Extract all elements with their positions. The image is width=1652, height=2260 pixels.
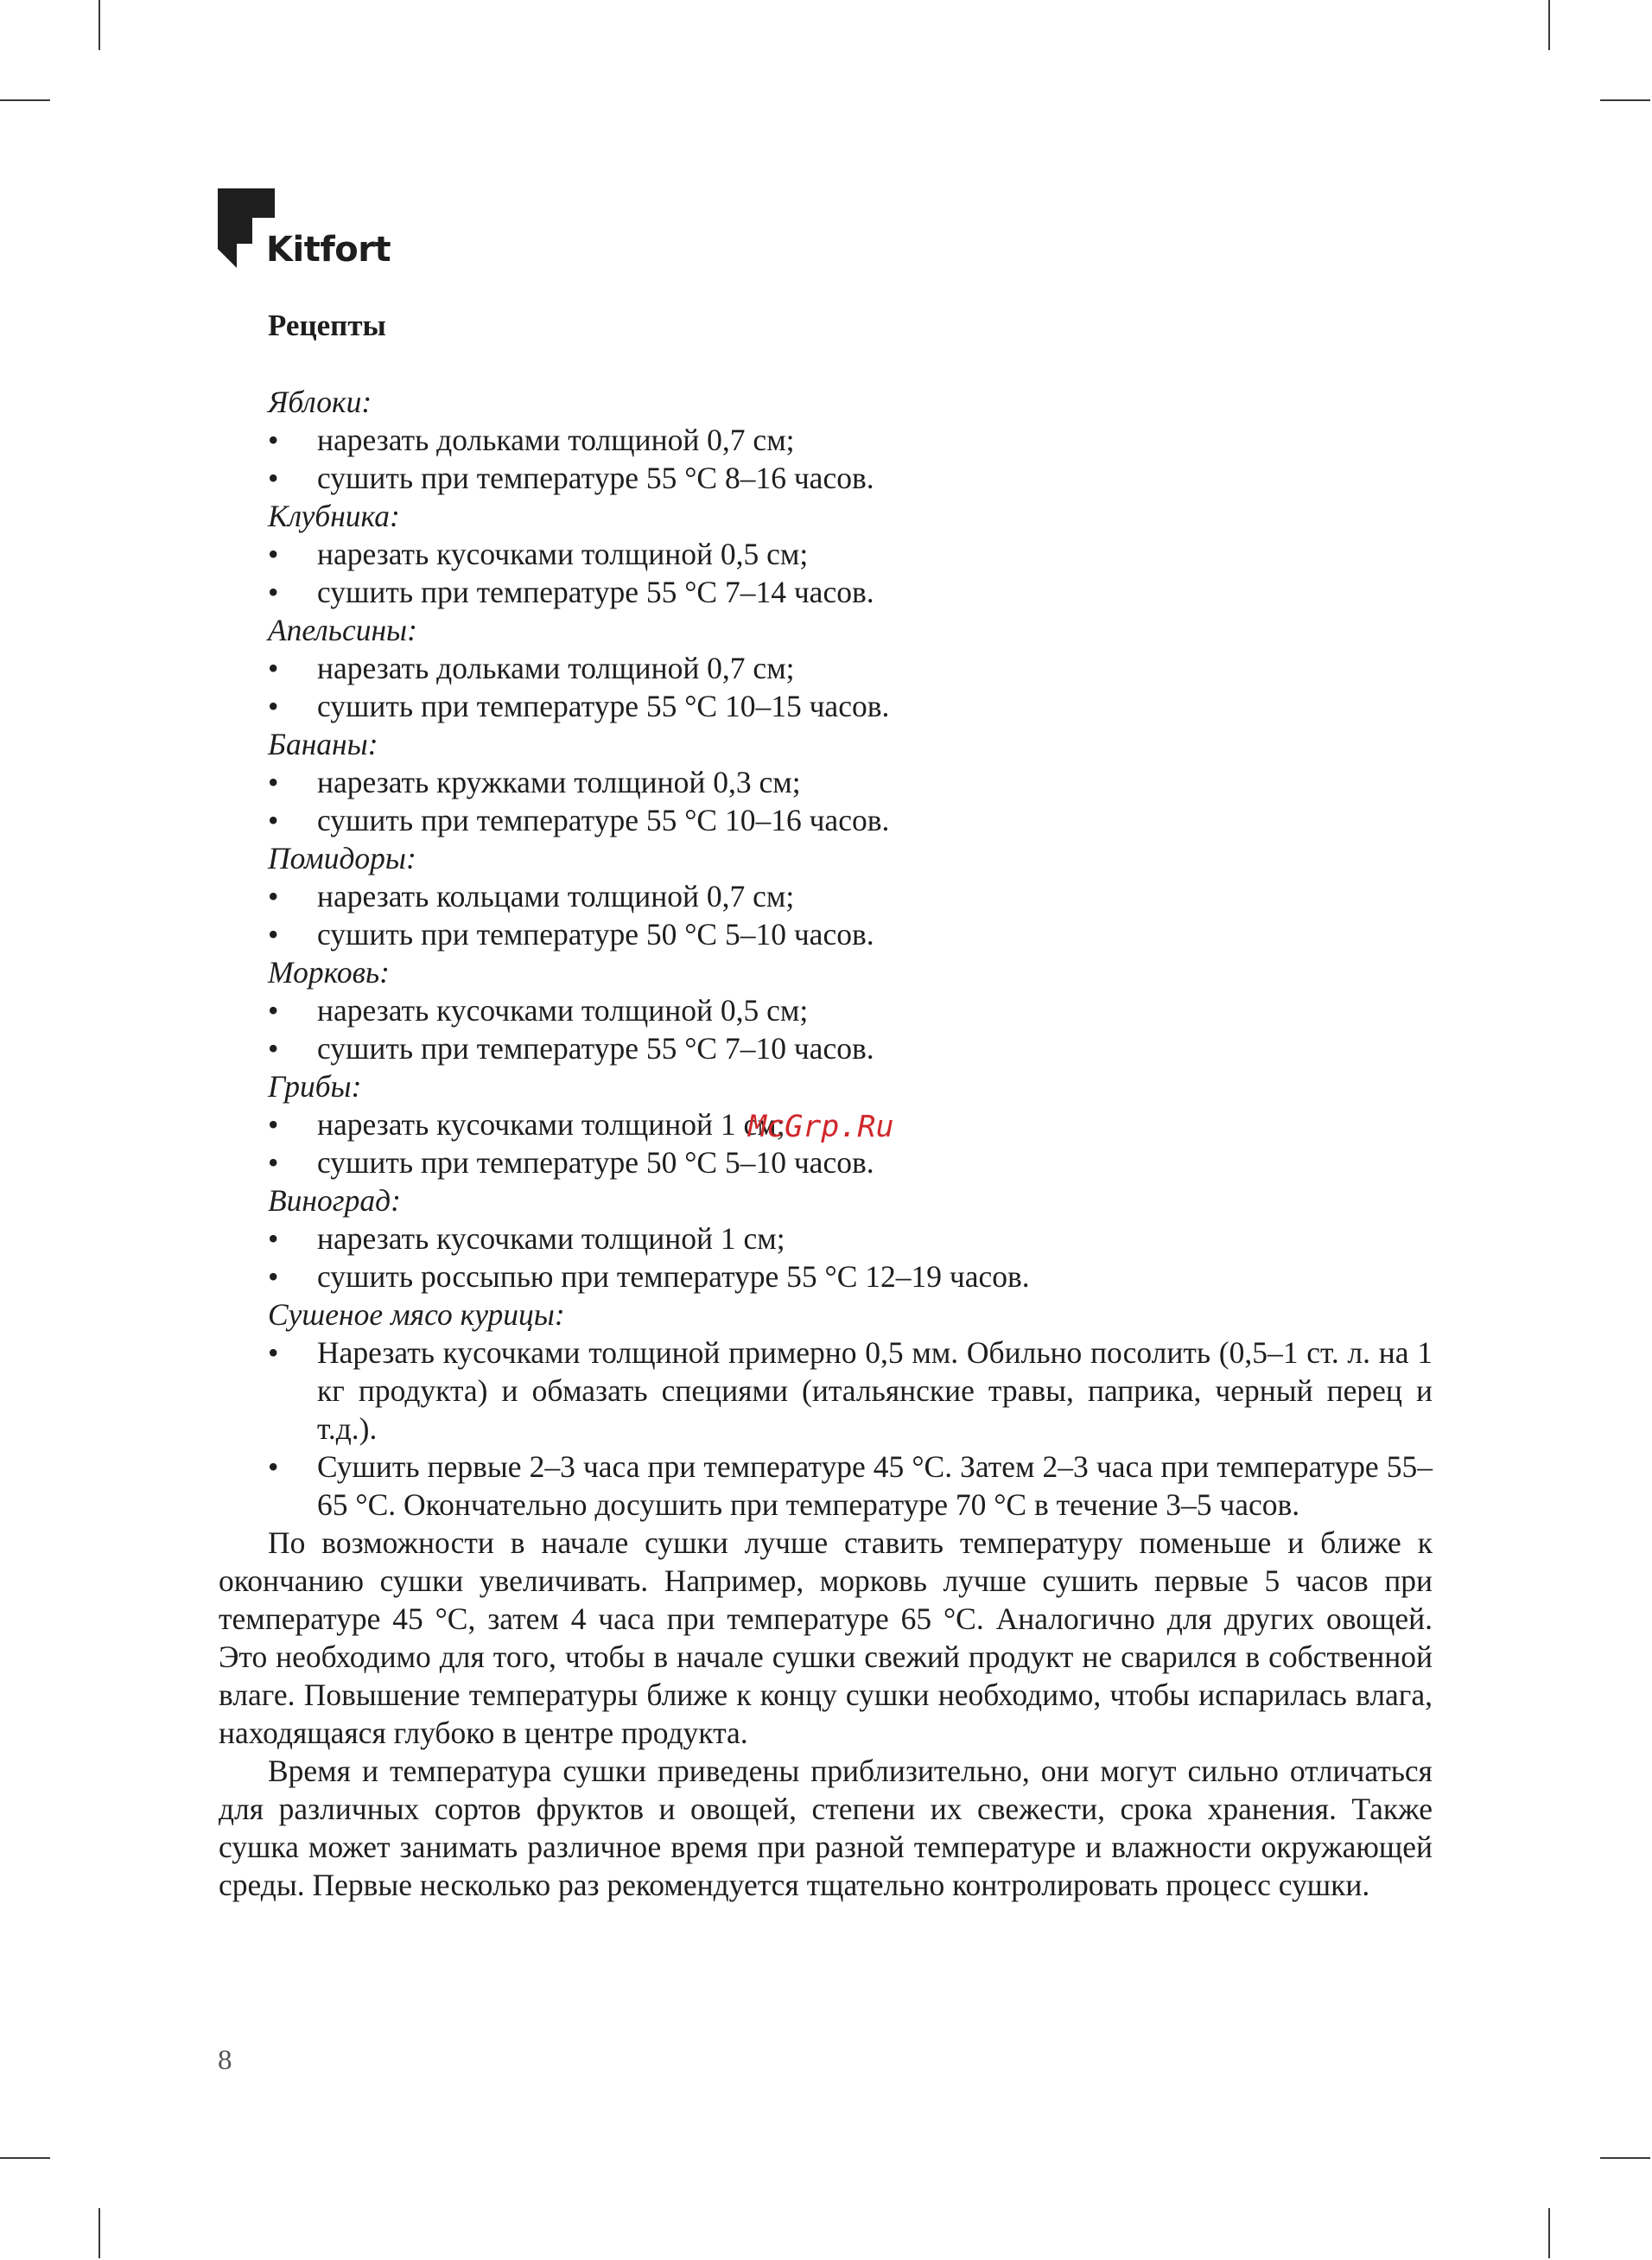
recipe-step-text: нарезать кусочками толщиной 1 см; (317, 1107, 785, 1142)
recipe-step-text: сушить при температуре 55 °С 10–15 часов. (317, 689, 890, 723)
bullet-icon: • (268, 1107, 279, 1142)
crop-mark-top-right-v (1548, 0, 1550, 50)
recipe-step-text: нарезать дольками толщиной 0,7 см; (317, 423, 795, 457)
bullet-icon: • (268, 1145, 279, 1180)
bullet-icon: • (268, 1221, 279, 1256)
bullet-icon: • (268, 537, 279, 571)
recipe-block (219, 839, 1433, 953)
crop-mark-top-left-v (98, 0, 100, 50)
crop-mark-bottom-right-v (1548, 2208, 1550, 2258)
crop-mark-top-left-h (0, 99, 50, 101)
recipe-step-text: сушить россыпью при температуре 55 °С 12–19 часов. (317, 1259, 1030, 1294)
watermark: McGrp.Ru (748, 1110, 894, 1144)
bullet-icon: • (268, 689, 279, 723)
recipe-step (219, 801, 1433, 839)
recipe-step (219, 1219, 1433, 1257)
bullet-icon: • (268, 1031, 279, 1066)
recipes-section (219, 307, 1433, 1904)
bullet-icon: • (268, 1335, 279, 1370)
recipe-block (219, 725, 1433, 839)
recipe-title: Сушеное мясо курицы: (268, 1297, 565, 1332)
recipe-step (219, 1334, 1433, 1448)
recipe-title: Морковь: (268, 955, 390, 990)
bullet-icon: • (268, 917, 279, 952)
recipe-step-text: нарезать кружками толщиной 0,3 см; (317, 765, 801, 799)
recipe-step (219, 1448, 1433, 1524)
page-number: 8 (218, 2045, 232, 2076)
recipe-step (219, 763, 1433, 801)
kitfort-logo (218, 188, 391, 275)
paragraph-temperature-advice: По возможности в начале сушки лучше ставить температуру поменьше и ближе к окончанию сушки увеличивать. Например, морковь лучше сушить первые 5 часов при температуре 45 °С, затем 4 часа при температуре 65 °С. Аналогично для других овощей. Это необходимо для того, чтобы в начале сушки свежий продукт не сварился в собственной влаге. Повышение температуры ближе к концу сушки необходимо, чтобы испарилась влага, находящаяся глубоко в центре продукта. (219, 1525, 1433, 1750)
recipe-block (219, 383, 1433, 497)
recipe-step-text: сушить при температуре 55 °С 8–16 часов. (317, 461, 874, 495)
bullet-icon: • (268, 993, 279, 1028)
recipe-step (219, 1143, 1433, 1181)
recipe-step (219, 573, 1433, 611)
recipe-step-text: сушить при температуре 55 °С 7–10 часов. (317, 1031, 874, 1066)
recipe-title: Помидоры: (268, 841, 416, 875)
recipe-step-text: сушить при температуре 55 °С 7–14 часов. (317, 575, 874, 609)
bullet-icon: • (268, 423, 279, 457)
recipe-step-text: нарезать кусочками толщиной 0,5 см; (317, 993, 809, 1028)
crop-mark-top-right-h (1600, 99, 1650, 101)
recipe-title: Виноград: (268, 1183, 401, 1218)
recipe-step-text: Сушить первые 2–3 часа при температуре 45 °С. Затем 2–3 часа при температуре 55–65 °С. Окончательно досушить при температуре 70 °С в течение 3–5 часов. (317, 1449, 1433, 1522)
crop-mark-bottom-left-h (0, 2157, 50, 2159)
recipe-step-text: нарезать кольцами толщиной 0,7 см; (317, 879, 795, 914)
recipe-title: Апельсины: (268, 613, 417, 647)
recipe-title: Грибы: (268, 1069, 362, 1104)
recipe-step-text: нарезать кусочками толщиной 0,5 см; (317, 537, 809, 571)
recipe-step (219, 915, 1433, 953)
recipe-step-text: нарезать дольками толщиной 0,7 см; (317, 651, 795, 685)
recipe-title: Клубника: (268, 499, 400, 533)
recipe-step (219, 1029, 1433, 1067)
recipe-step (219, 421, 1433, 459)
recipe-step (219, 649, 1433, 687)
recipe-step (219, 877, 1433, 915)
recipe-step (219, 459, 1433, 497)
bullet-icon: • (268, 575, 279, 609)
bullet-icon: • (268, 879, 279, 914)
bullet-icon: • (268, 803, 279, 837)
bullet-icon: • (268, 461, 279, 495)
recipe-block (219, 953, 1433, 1067)
recipe-title: Бананы: (268, 727, 378, 761)
recipe-step (219, 687, 1433, 725)
recipe-chicken (219, 1296, 1433, 1524)
page-title: Рецепты (268, 309, 386, 342)
bullet-icon: • (268, 1259, 279, 1294)
recipe-step-text: Нарезать кусочками толщиной примерно 0,5 мм. Обильно посолить (0,5–1 ст. л. на 1 кг продукта) и обмазать специями (итальянские травы, паприка, черный перец и т.д.). (317, 1335, 1433, 1446)
recipe-step-text: сушить при температуре 50 °С 5–10 часов. (317, 917, 874, 952)
recipe-title: Яблоки: (268, 385, 372, 419)
paragraph-time-note: Время и температура сушки приведены приблизительно, они могут сильно отличаться для различных сортов фруктов и овощей, степени их свежести, срока хранения. Также сушка может занимать различное время при разной температуре и влажности окружающей среды. Первые несколько раз рекомендуется тщательно контролировать процесс сушки. (219, 1754, 1433, 1902)
recipe-step (219, 1257, 1433, 1296)
bullet-icon: • (268, 651, 279, 685)
crop-mark-bottom-right-h (1600, 2157, 1650, 2159)
crop-mark-bottom-left-v (98, 2208, 100, 2258)
recipe-step-text: сушить при температуре 50 °С 5–10 часов. (317, 1145, 874, 1180)
recipe-step-text: нарезать кусочками толщиной 1 см; (317, 1221, 785, 1256)
recipe-block (219, 497, 1433, 611)
recipe-step (219, 991, 1433, 1029)
recipe-block (219, 611, 1433, 725)
kitfort-logo-text: Kitfort (266, 230, 391, 270)
recipe-step-text: сушить при температуре 55 °С 10–16 часов. (317, 803, 890, 837)
bullet-icon: • (268, 765, 279, 799)
bullet-icon: • (268, 1449, 279, 1484)
recipe-step (219, 535, 1433, 573)
recipe-block (219, 1181, 1433, 1296)
recipe-list (219, 383, 1433, 1296)
